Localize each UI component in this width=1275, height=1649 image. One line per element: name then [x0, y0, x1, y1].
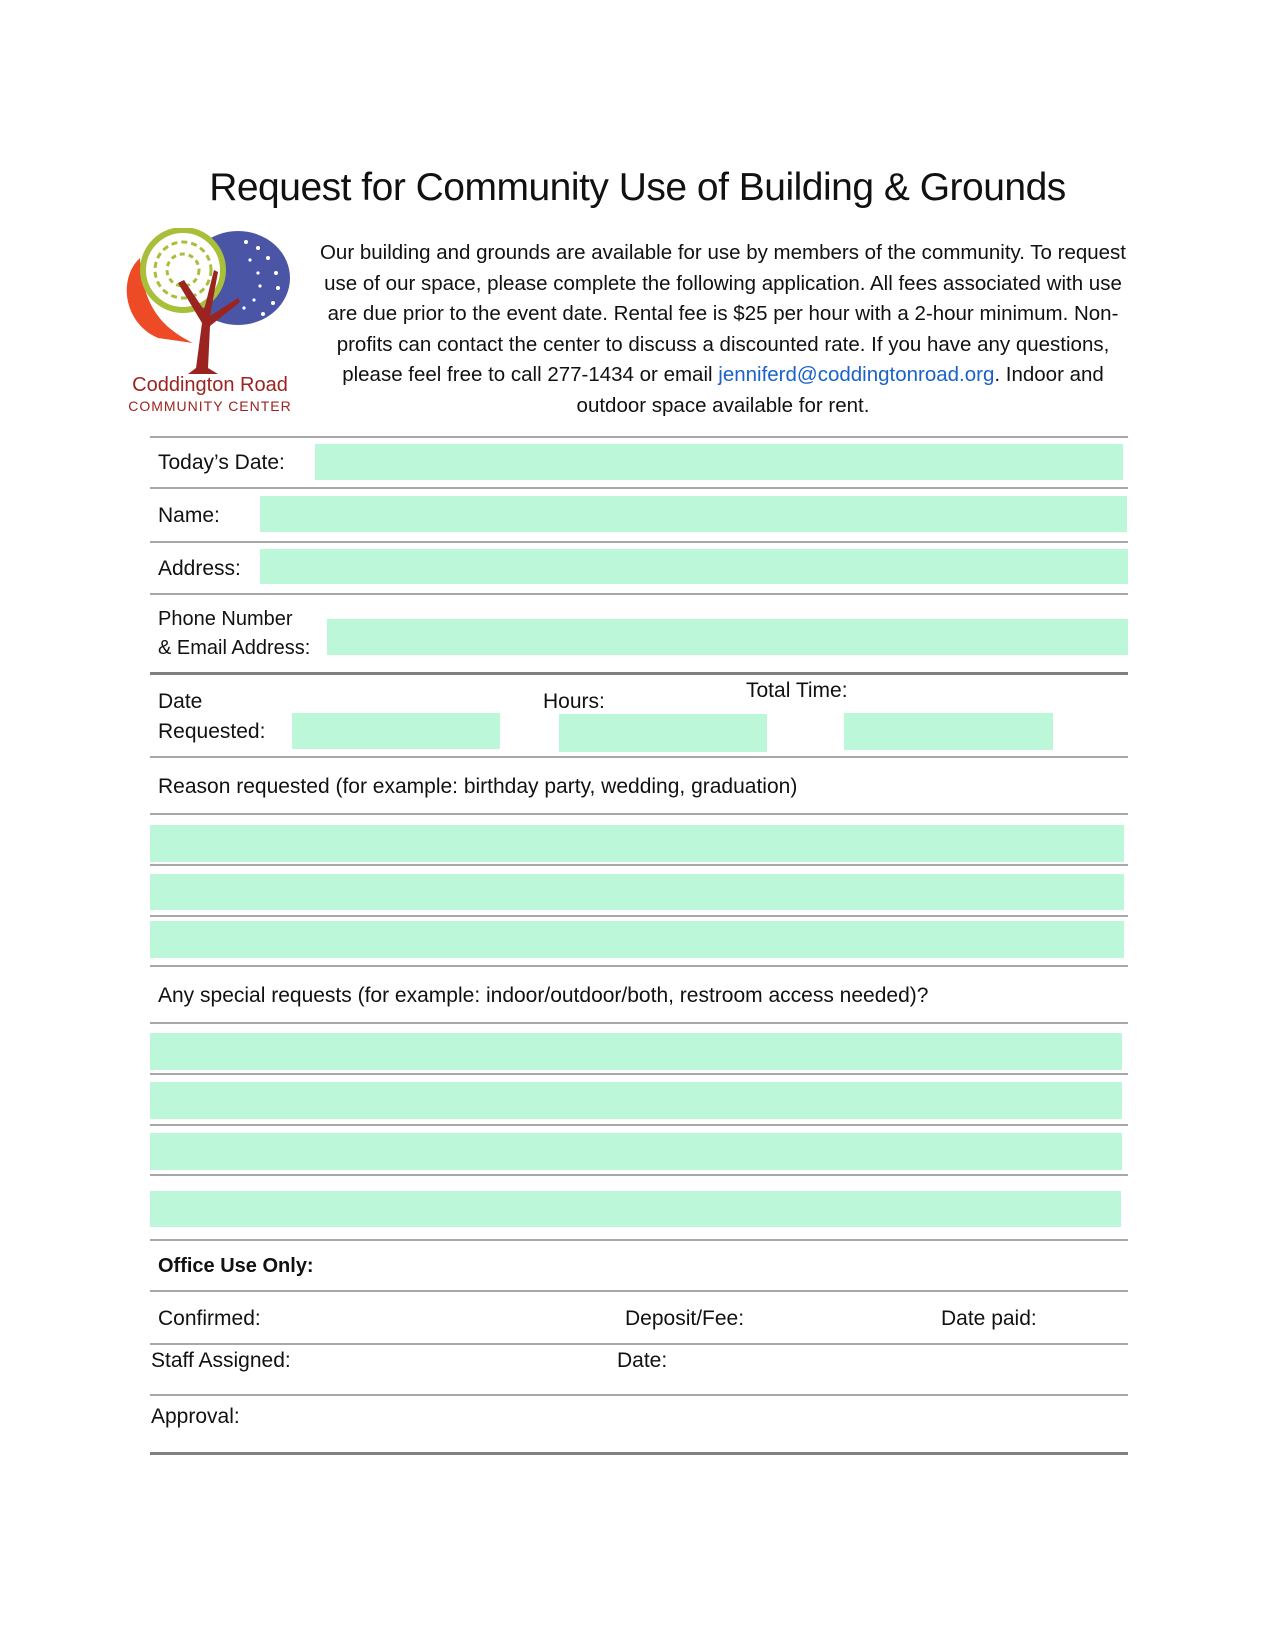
hours-label: Hours:: [543, 690, 605, 713]
phone-label: Phone Number: [158, 608, 293, 630]
deposit-fee-label: Deposit/Fee:: [625, 1307, 745, 1330]
divider: [150, 593, 1128, 595]
reason-input-1[interactable]: [150, 825, 1124, 862]
divider: [150, 915, 1128, 917]
total-time-input[interactable]: [844, 713, 1053, 750]
date-requested-label: Date: [158, 690, 203, 713]
divider: [150, 965, 1128, 967]
staff-assigned-label: Staff Assigned:: [151, 1349, 291, 1372]
todays-date-input[interactable]: [315, 444, 1123, 480]
date-requested-label-2: Requested:: [158, 720, 266, 743]
divider: [150, 1022, 1128, 1024]
reason-input-2[interactable]: [150, 874, 1124, 910]
total-time-label: Total Time:: [746, 679, 848, 702]
special-input-3[interactable]: [150, 1133, 1122, 1170]
divider: [150, 1124, 1128, 1126]
todays-date-label: Today’s Date:: [158, 451, 285, 474]
divider: [150, 436, 1128, 438]
date-paid-label: Date paid:: [941, 1307, 1037, 1330]
special-input-1[interactable]: [150, 1033, 1122, 1070]
special-input-2[interactable]: [150, 1082, 1122, 1119]
divider: [150, 1174, 1128, 1176]
divider: [150, 672, 1128, 675]
logo: [118, 228, 302, 420]
divider: [150, 1239, 1128, 1241]
phone-email-input[interactable]: [327, 619, 1128, 655]
divider: [150, 1290, 1128, 1292]
divider: [150, 1452, 1128, 1455]
divider: [150, 1394, 1128, 1396]
divider: [150, 813, 1128, 815]
intro-text: Our building and grounds are available for use by members of the community. To request use of our space, please complete the following application. All fees associated with use are due prior to the event date. Rental fee is $25 per hour with a 2-hour minimum. Non-profits can contact the center to discuss a discounted rate. If you have any questions, please feel free to call 277-1434 or email: [319, 241, 1126, 387]
name-input[interactable]: [260, 496, 1127, 532]
address-label: Address:: [158, 557, 241, 580]
intro-paragraph: [316, 238, 1130, 422]
name-label: Name:: [158, 504, 220, 527]
office-use-heading: Office Use Only:: [158, 1255, 314, 1277]
email-label: & Email Address:: [158, 637, 311, 659]
office-date-label: Date:: [617, 1349, 668, 1372]
reason-label: Reason requested (for example: birthday party, wedding, graduation): [158, 775, 798, 798]
divider: [150, 1073, 1128, 1075]
page-title: Request for Community Use of Building & Grounds: [209, 166, 1066, 209]
email-link[interactable]: jenniferd@coddingtonroad.org: [718, 363, 995, 387]
date-requested-input[interactable]: [292, 713, 500, 749]
logo-name: Coddington Road: [132, 374, 288, 396]
divider: [150, 541, 1128, 543]
confirmed-label: Confirmed:: [158, 1307, 261, 1330]
divider: [150, 756, 1128, 758]
divider: [150, 1343, 1128, 1345]
tree-logo-icon: [118, 228, 302, 378]
special-requests-label: Any special requests (for example: indoor/outdoor/both, restroom access needed)?: [158, 984, 929, 1007]
approval-label: Approval:: [151, 1405, 240, 1428]
divider: [150, 864, 1128, 866]
address-input[interactable]: [260, 549, 1128, 584]
divider: [150, 487, 1128, 489]
logo-subtitle: COMMUNITY CENTER: [128, 398, 292, 414]
special-input-4[interactable]: [150, 1191, 1121, 1227]
hours-input[interactable]: [559, 714, 767, 752]
reason-input-3[interactable]: [150, 921, 1124, 958]
intro-tail: . Indoor and outdoor space available for rent.: [576, 363, 1104, 417]
